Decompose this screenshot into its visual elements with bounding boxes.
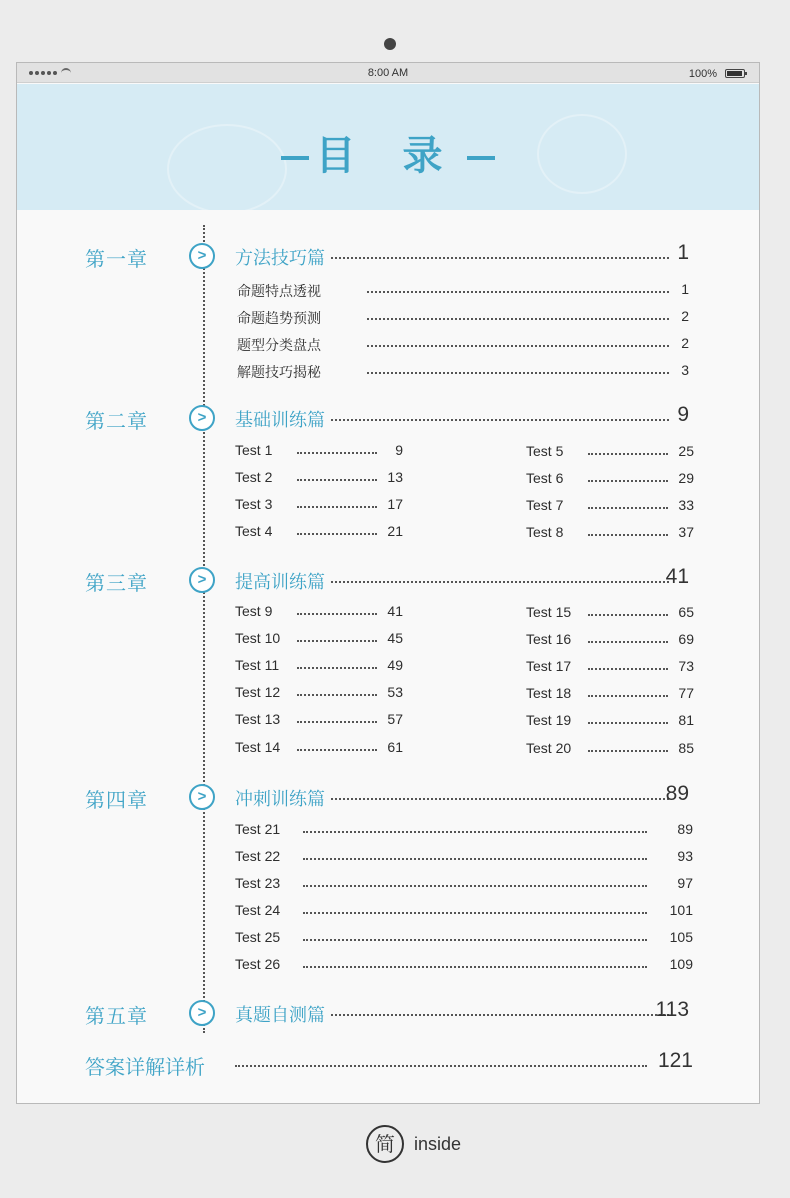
chapter-title: 冲刺训练篇 — [235, 785, 329, 811]
test-page: 89 — [677, 821, 693, 837]
test-label: Test 22 — [235, 848, 281, 864]
dot-leader — [297, 452, 377, 454]
dot-leader — [303, 912, 647, 914]
toc-entry[interactable] — [237, 360, 693, 382]
test-entry[interactable] — [235, 846, 693, 868]
test-label: Test 7 — [526, 497, 564, 513]
chevron-right-icon: > — [189, 784, 215, 810]
entry-page: 1 — [681, 281, 689, 297]
entry-label: 题型分类盘点 — [237, 337, 321, 353]
title-banner — [17, 84, 759, 210]
test-entry[interactable] — [526, 522, 694, 544]
chevron-right-icon: > — [189, 243, 215, 269]
dot-leader — [303, 939, 647, 941]
battery-icon — [725, 69, 745, 78]
dot-leader — [588, 534, 668, 536]
chapter-title: 提高训练篇 — [235, 568, 329, 594]
test-entry[interactable] — [526, 495, 694, 517]
test-label: Test 12 — [235, 684, 281, 700]
test-entry[interactable] — [235, 873, 693, 895]
dot-leader — [297, 506, 377, 508]
test-entry[interactable] — [235, 628, 403, 650]
test-page: 57 — [387, 711, 403, 727]
brand-logo-icon: 简 — [366, 1125, 404, 1163]
entry-page: 2 — [681, 335, 689, 351]
test-label: Test 17 — [526, 658, 572, 674]
test-page: 25 — [678, 443, 694, 459]
test-label: Test 13 — [235, 711, 281, 727]
test-label: Test 1 — [235, 442, 273, 458]
toc-entry[interactable] — [237, 306, 693, 328]
test-entry[interactable] — [526, 441, 694, 463]
chapter-name: 第一章 — [85, 249, 148, 271]
chapter-timeline — [203, 225, 205, 1033]
answers-page: 121 — [657, 1049, 693, 1072]
chapter-page: 9 — [677, 403, 689, 426]
test-label: Test 15 — [526, 604, 572, 620]
dot-leader — [297, 694, 377, 696]
answers-row[interactable] — [85, 1049, 693, 1079]
dot-leader — [303, 858, 647, 860]
test-label: Test 24 — [235, 902, 281, 918]
entry-label: 命题趋势预测 — [237, 310, 321, 326]
dot-leader — [327, 581, 669, 583]
chapter-name: 第三章 — [85, 573, 148, 595]
dot-leader — [297, 721, 377, 723]
test-label: Test 11 — [235, 657, 280, 673]
chapter-name: 第五章 — [85, 1006, 148, 1028]
test-page: 65 — [678, 604, 694, 620]
dot-leader — [588, 750, 668, 752]
answers-label: 答案详解详析 — [85, 1057, 205, 1079]
test-page: 81 — [678, 712, 694, 728]
test-label: Test 19 — [526, 712, 572, 728]
chapter-1-row[interactable] — [17, 241, 759, 271]
dot-leader — [367, 345, 669, 347]
test-entry[interactable] — [235, 494, 403, 516]
test-entry[interactable] — [235, 655, 403, 677]
dot-leader — [367, 291, 669, 293]
test-label: Test 14 — [235, 739, 281, 755]
test-label: Test 6 — [526, 470, 564, 486]
title-dash-left — [281, 156, 309, 160]
test-page: 61 — [387, 739, 403, 755]
dot-leader — [303, 831, 647, 833]
dot-leader — [588, 453, 668, 455]
chapter-title: 真题自测篇 — [235, 1001, 329, 1027]
test-page: 69 — [678, 631, 694, 647]
test-entry[interactable] — [526, 738, 694, 760]
test-label: Test 10 — [235, 630, 281, 646]
toc-entry[interactable] — [237, 333, 693, 355]
test-label: Test 21 — [235, 821, 281, 837]
test-page: 93 — [677, 848, 693, 864]
test-page: 9 — [395, 442, 403, 458]
dot-leader — [588, 722, 668, 724]
dot-leader — [588, 614, 668, 616]
brand-text: inside — [414, 1133, 462, 1154]
test-entry[interactable] — [235, 467, 403, 489]
test-label: Test 23 — [235, 875, 281, 891]
test-entry[interactable] — [235, 954, 693, 976]
test-page: 85 — [678, 740, 694, 756]
test-label: Test 9 — [235, 603, 273, 619]
test-page: 49 — [387, 657, 403, 673]
test-label: Test 4 — [235, 523, 273, 539]
test-page: 37 — [678, 524, 694, 540]
test-label: Test 2 — [235, 469, 273, 485]
test-entry[interactable] — [235, 521, 403, 543]
chapter-name: 第二章 — [85, 411, 148, 433]
dot-leader — [588, 695, 668, 697]
battery-percent: 100% — [688, 68, 717, 80]
dot-leader — [297, 640, 377, 642]
page-title — [17, 124, 759, 181]
test-entry[interactable] — [235, 440, 403, 462]
chapter-page: 41 — [665, 565, 689, 588]
test-entry[interactable] — [526, 710, 694, 732]
status-time: 8:00 AM — [367, 67, 409, 79]
test-entry[interactable] — [235, 737, 403, 759]
tablet-screen — [16, 62, 760, 1104]
dot-leader — [297, 479, 377, 481]
dot-leader — [588, 480, 668, 482]
dot-leader — [588, 641, 668, 643]
test-page: 105 — [669, 929, 693, 945]
dot-leader — [367, 318, 669, 320]
dot-leader — [588, 507, 668, 509]
entry-label: 解题技巧揭秘 — [237, 364, 321, 380]
test-entry[interactable] — [235, 601, 403, 623]
page-title-text: 目 录 — [315, 134, 461, 178]
chapter-page: 1 — [677, 241, 689, 264]
test-page: 109 — [669, 956, 693, 972]
test-page: 29 — [678, 470, 694, 486]
dot-leader — [297, 533, 377, 535]
test-label: Test 26 — [235, 956, 281, 972]
test-page: 17 — [387, 496, 403, 512]
test-page: 97 — [677, 875, 693, 891]
chapter-5-row[interactable] — [17, 998, 759, 1028]
dot-leader — [297, 613, 377, 615]
chapter-page: 89 — [665, 782, 689, 805]
test-label: Test 5 — [526, 443, 564, 459]
footer-brand — [366, 1124, 461, 1164]
test-page: 45 — [387, 630, 403, 646]
dot-leader — [327, 257, 669, 259]
test-entry[interactable] — [526, 602, 694, 624]
chapter-page: 113 — [655, 998, 689, 1021]
test-entry[interactable] — [235, 682, 403, 704]
dot-leader — [303, 885, 647, 887]
test-page: 77 — [678, 685, 694, 701]
dot-leader — [588, 668, 668, 670]
camera-dot — [384, 38, 396, 50]
test-entry[interactable] — [526, 629, 694, 651]
test-entry[interactable] — [526, 468, 694, 490]
test-entry[interactable] — [235, 900, 693, 922]
test-label: Test 16 — [526, 631, 572, 647]
chapter-4-row[interactable] — [17, 782, 759, 812]
test-page: 13 — [387, 469, 403, 485]
dot-leader — [297, 667, 377, 669]
test-entry[interactable] — [235, 819, 693, 841]
test-entry[interactable] — [235, 927, 693, 949]
test-entry[interactable] — [235, 709, 403, 731]
test-label: Test 20 — [526, 740, 572, 756]
dot-leader — [327, 1014, 669, 1016]
entry-page: 3 — [681, 362, 689, 378]
entry-label: 命题特点透视 — [237, 283, 321, 299]
dot-leader — [235, 1065, 647, 1067]
chapter-2-row[interactable] — [17, 403, 759, 433]
dot-leader — [297, 749, 377, 751]
test-page: 73 — [678, 658, 694, 674]
status-bar — [17, 63, 759, 83]
test-entry[interactable] — [526, 656, 694, 678]
chevron-right-icon: > — [189, 567, 215, 593]
test-page: 33 — [678, 497, 694, 513]
title-dash-right — [467, 156, 495, 160]
chapter-title: 方法技巧篇 — [235, 244, 329, 270]
test-label: Test 25 — [235, 929, 281, 945]
toc-entry[interactable] — [237, 279, 693, 301]
dot-leader — [367, 372, 669, 374]
test-label: Test 3 — [235, 496, 273, 512]
test-label: Test 8 — [526, 524, 564, 540]
dot-leader — [303, 966, 647, 968]
test-page: 41 — [387, 603, 403, 619]
dot-leader — [327, 419, 669, 421]
entry-page: 2 — [681, 308, 689, 324]
test-label: Test 18 — [526, 685, 572, 701]
dot-leader — [327, 798, 669, 800]
chapter-3-row[interactable] — [17, 565, 759, 595]
test-page: 21 — [387, 523, 403, 539]
test-page: 101 — [669, 902, 693, 918]
chevron-right-icon: > — [189, 405, 215, 431]
chapter-title: 基础训练篇 — [235, 406, 329, 432]
chevron-right-icon: > — [189, 1000, 215, 1026]
chapter-name: 第四章 — [85, 790, 148, 812]
test-entry[interactable] — [526, 683, 694, 705]
test-page: 53 — [387, 684, 403, 700]
